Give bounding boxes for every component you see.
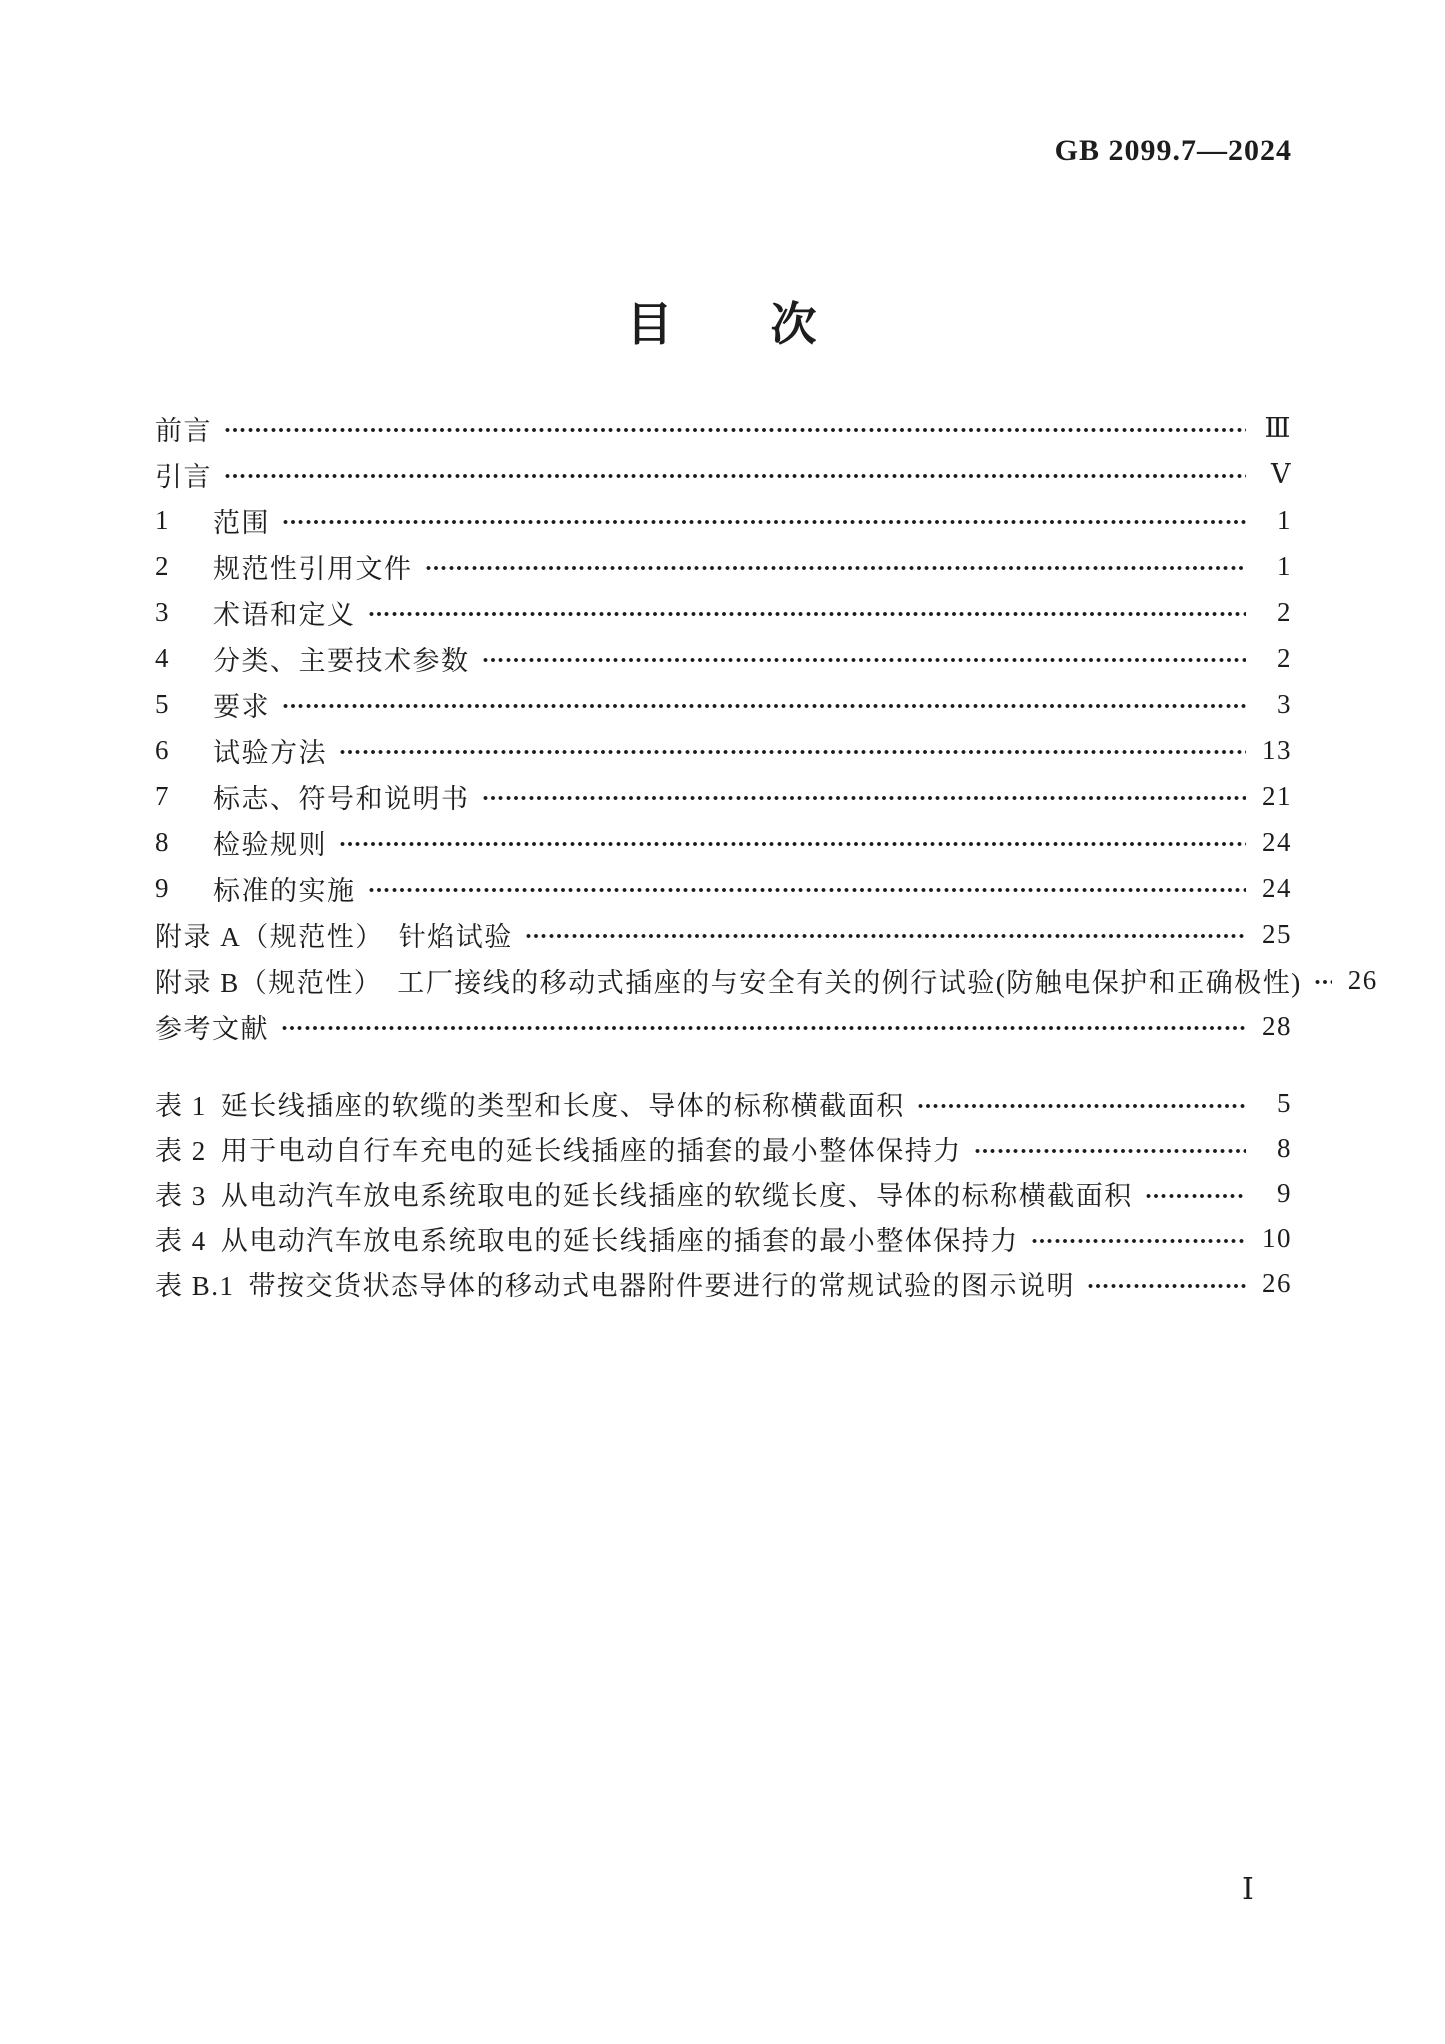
table-number: 表 1 xyxy=(155,1091,207,1121)
toc-entry xyxy=(155,451,1292,497)
dot-leader xyxy=(339,747,1246,757)
dot-leader xyxy=(974,1146,1246,1156)
entry-page: 21 xyxy=(1262,780,1292,811)
dot-leader xyxy=(224,471,1246,481)
entry-number: 6 xyxy=(155,734,170,765)
dot-leader xyxy=(281,1023,1246,1033)
entry-page: 1 xyxy=(1277,550,1292,581)
entry-page: 25 xyxy=(1262,918,1292,949)
dot-leader xyxy=(224,425,1246,435)
dot-leader xyxy=(368,885,1247,895)
entry-page: 2 xyxy=(1277,596,1292,627)
entry-page: 9 xyxy=(1277,1178,1292,1208)
table-of-contents xyxy=(155,405,1378,1306)
toc-entry xyxy=(155,865,1292,911)
dot-leader xyxy=(1314,977,1332,987)
toc-entry xyxy=(155,543,1292,589)
entry-number: 5 xyxy=(155,688,170,719)
entry-page: 8 xyxy=(1277,1133,1292,1163)
toc-entry xyxy=(155,819,1292,865)
entry-label: 前言 xyxy=(155,415,212,446)
entry-page: 28 xyxy=(1262,1010,1292,1041)
toc-table-entry xyxy=(155,1216,1292,1261)
dot-leader xyxy=(482,655,1247,665)
entry-label: 试验方法 xyxy=(213,737,327,768)
toc-entry xyxy=(155,681,1292,727)
entry-page: Ⅲ xyxy=(1264,412,1292,443)
entry-number: 8 xyxy=(155,826,170,857)
page-title: 目 次 xyxy=(626,298,819,350)
table-number: 表 2 xyxy=(155,1136,207,1166)
dot-leader xyxy=(1031,1236,1246,1246)
entry-label: 规范性引用文件 xyxy=(213,553,413,584)
toc-entry xyxy=(155,727,1292,773)
toc-entry xyxy=(155,405,1292,451)
dot-leader xyxy=(368,609,1247,619)
entry-label: 用于电动自行车充电的延长线插座的插套的最小整体保持力 xyxy=(220,1136,962,1166)
toc-entry xyxy=(155,589,1292,635)
toc-entry xyxy=(155,773,1292,819)
entry-number: 2 xyxy=(155,550,170,581)
entry-label: 标志、符号和说明书 xyxy=(213,783,470,814)
toc-table-entry xyxy=(155,1171,1292,1216)
footer-page-number: Ⅰ xyxy=(1242,1873,1254,1906)
toc-entry-references xyxy=(155,1003,1292,1049)
entry-page: 10 xyxy=(1262,1223,1292,1253)
toc-table-entry xyxy=(155,1261,1292,1306)
toc-table-entry xyxy=(155,1081,1292,1126)
entry-label: 引言 xyxy=(155,461,212,492)
entry-number: 1 xyxy=(155,504,170,535)
entry-label: 带按交货状态导体的移动式电器附件要进行的常规试验的图示说明 xyxy=(248,1271,1076,1301)
dot-leader xyxy=(425,563,1247,573)
entry-page: 26 xyxy=(1347,964,1378,995)
dot-leader xyxy=(917,1101,1246,1111)
toc-entry xyxy=(155,497,1292,543)
entry-page: 5 xyxy=(1277,1088,1292,1118)
toc-entry-appendix-a xyxy=(155,911,1292,957)
toc-entry-appendix-b xyxy=(155,957,1378,1003)
dot-leader xyxy=(282,517,1246,527)
dot-leader xyxy=(282,701,1246,711)
entry-number: 4 xyxy=(155,642,170,673)
dot-leader xyxy=(1145,1191,1246,1201)
entry-label: 附录 A（规范性） 针焰试验 xyxy=(155,921,513,952)
dot-leader xyxy=(339,839,1246,849)
entry-page: 24 xyxy=(1262,826,1292,857)
table-number: 表 3 xyxy=(155,1181,207,1211)
entry-label: 延长线插座的软缆的类型和长度、导体的标称横截面积 xyxy=(220,1091,905,1121)
entry-number: 3 xyxy=(155,596,170,627)
table-number: 表 B.1 xyxy=(155,1271,235,1301)
entry-label: 术语和定义 xyxy=(213,599,356,630)
entry-label: 从电动汽车放电系统取电的延长线插座的软缆长度、导体的标称横截面积 xyxy=(220,1181,1133,1211)
standard-number: GB 2099.7—2024 xyxy=(1054,134,1292,167)
entry-label: 标准的实施 xyxy=(213,875,356,906)
dot-leader xyxy=(482,793,1247,803)
table-number: 表 4 xyxy=(155,1226,207,1256)
entry-number: 7 xyxy=(155,780,170,811)
entry-page: 1 xyxy=(1277,504,1292,535)
entry-label: 要求 xyxy=(213,691,270,722)
toc-table-entry xyxy=(155,1126,1292,1171)
entry-label: 参考文献 xyxy=(155,1013,269,1044)
entry-number: 9 xyxy=(155,872,170,903)
toc-entry xyxy=(155,635,1292,681)
entry-label: 检验规则 xyxy=(213,829,327,860)
entry-page: 26 xyxy=(1262,1268,1292,1298)
entry-label: 附录 B（规范性） 工厂接线的移动式插座的与安全有关的例行试验(防触电保护和正确极性) xyxy=(155,967,1302,998)
entry-page: Ⅴ xyxy=(1271,458,1292,489)
entry-label: 范围 xyxy=(213,507,270,538)
entry-page: 2 xyxy=(1277,642,1292,673)
dot-leader xyxy=(1087,1281,1246,1291)
entry-page: 13 xyxy=(1262,734,1292,765)
entry-page: 3 xyxy=(1277,688,1292,719)
entry-label: 分类、主要技术参数 xyxy=(213,645,470,676)
dot-leader xyxy=(525,931,1246,941)
toc-tables-list xyxy=(155,1081,1292,1306)
entry-label: 从电动汽车放电系统取电的延长线插座的插套的最小整体保持力 xyxy=(220,1226,1019,1256)
entry-page: 24 xyxy=(1262,872,1292,903)
